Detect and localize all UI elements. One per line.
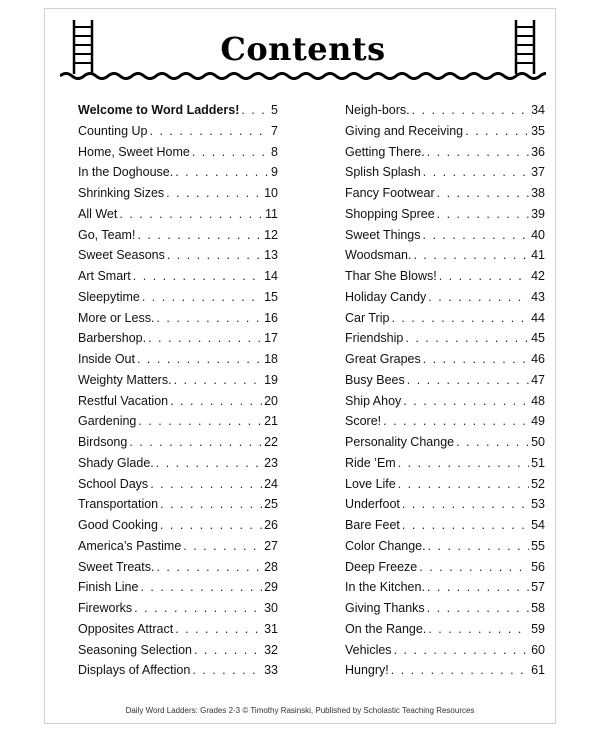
toc-entry-page: 23 (264, 455, 278, 470)
toc-dot-leader (140, 580, 262, 594)
toc-entry-page: 41 (531, 248, 545, 263)
toc-entry-page: 28 (264, 559, 278, 574)
toc-dot-leader (167, 248, 262, 262)
toc-entry (345, 643, 545, 664)
toc-entry (78, 539, 278, 560)
toc-entry-page: 7 (271, 123, 278, 138)
toc-entry-title: Bare Feet (345, 518, 400, 532)
toc-dot-leader (166, 186, 262, 200)
toc-dot-leader (156, 456, 262, 470)
toc-entry-page: 11 (265, 206, 278, 221)
toc-dot-leader (391, 311, 529, 325)
toc-dot-leader (423, 352, 529, 366)
toc-entry (78, 124, 278, 145)
toc-column-right (345, 103, 545, 684)
toc-entry-title: Thar She Blows! (345, 269, 437, 283)
toc-entry-title: Friendship (345, 331, 404, 346)
toc-entry (345, 165, 545, 186)
toc-dot-leader (398, 477, 529, 491)
toc-entry-title: Inside Out (78, 352, 135, 366)
toc-dot-leader (394, 643, 530, 657)
toc-entry (345, 435, 545, 456)
toc-entry-page: 58 (531, 601, 545, 615)
toc-entry-page: 14 (264, 269, 278, 283)
toc-entry-page: 22 (264, 435, 278, 449)
toc-dot-leader (138, 414, 262, 428)
toc-entry-page: 36 (531, 144, 545, 159)
toc-dot-leader (391, 663, 529, 677)
toc-entry (78, 622, 278, 643)
toc-entry-page: 25 (264, 497, 278, 512)
toc-entry (78, 290, 278, 311)
toc-entry-title: Transportation (78, 497, 159, 512)
toc-entry (345, 601, 545, 622)
toc-entry-page: 46 (531, 352, 545, 366)
toc-dot-leader (192, 663, 262, 677)
toc-entry-title: Welcome to Word Ladders! (78, 103, 240, 117)
toc-entry-page: 27 (264, 538, 278, 553)
toc-dot-leader (194, 643, 262, 657)
toc-entry (345, 352, 545, 373)
toc-entry-title: On the Range. (345, 621, 427, 636)
toc-entry-title: Good Cooking (78, 518, 158, 532)
toc-dot-leader (241, 103, 269, 117)
toc-dot-leader (170, 394, 262, 408)
toc-entry (78, 207, 278, 228)
toc-entry (78, 414, 278, 435)
toc-entry-page: 45 (531, 331, 545, 346)
toc-entry (78, 103, 278, 124)
toc-dot-leader (183, 539, 262, 553)
toc-entry (345, 622, 545, 643)
toc-entry-page: 18 (264, 352, 278, 366)
toc-entry (345, 311, 545, 332)
toc-entry (345, 497, 545, 518)
toc-entry-title: In the Doghouse. (78, 165, 174, 180)
toc-dot-leader (150, 124, 270, 138)
toc-dot-leader (419, 560, 529, 574)
toc-dot-leader (160, 518, 262, 532)
toc-entry-page: 26 (264, 518, 278, 532)
footer-credit: Daily Word Ladders: Grades 2-3 © Timothy Rasinski, Published by Scholastic Teaching Resources (125, 706, 475, 715)
toc-entry-title: Displays of Affection (78, 663, 191, 678)
toc-entry-title: Fancy Footwear (345, 186, 435, 200)
toc-entry-page: 29 (264, 580, 278, 595)
toc-entry (345, 331, 545, 352)
toc-entry-title: Woodsman. (345, 248, 412, 263)
toc-dot-leader (160, 497, 262, 511)
toc-entry (78, 145, 278, 166)
page-title: Contents (220, 30, 386, 68)
toc-dot-leader (423, 165, 529, 179)
toc-entry-title: Vehicles (345, 642, 392, 657)
toc-entry (345, 560, 545, 581)
toc-entry-title: Sweet Things (345, 227, 421, 242)
toc-entry (78, 352, 278, 373)
toc-entry-page: 39 (531, 206, 545, 221)
toc-dot-leader (437, 186, 529, 200)
toc-dot-leader (129, 435, 262, 449)
toc-entry-page: 17 (264, 331, 278, 346)
toc-entry-page: 21 (264, 414, 278, 429)
toc-entry (345, 228, 545, 249)
toc-dot-leader (175, 622, 262, 636)
toc-entry-page: 32 (264, 642, 278, 657)
toc-entry-page: 31 (264, 621, 278, 636)
toc-entry (78, 643, 278, 664)
toc-entry (78, 560, 278, 581)
toc-entry-title: Giving and Receiving (345, 123, 464, 138)
toc-entry-title: Splish Splash (345, 165, 421, 180)
toc-entry-page: 57 (531, 580, 545, 595)
ladder-icon (512, 18, 538, 76)
toc-entry-title: Barbershop. (78, 331, 147, 346)
toc-entry-title: Score! (345, 414, 382, 429)
toc-entry-page: 53 (531, 497, 545, 512)
toc-entry (78, 311, 278, 332)
toc-entry-page: 13 (264, 248, 278, 263)
toc-entry-page: 19 (264, 372, 278, 387)
toc-dot-leader (192, 145, 269, 159)
toc-entry (345, 456, 545, 477)
toc-dot-leader (156, 311, 262, 325)
toc-entry-title: Giving Thanks (345, 601, 425, 615)
toc-dot-leader (437, 207, 529, 221)
toc-entry (345, 663, 545, 684)
toc-entry-page: 49 (531, 414, 545, 429)
contents-header (60, 18, 546, 88)
toc-dot-leader (148, 331, 262, 345)
toc-entry-title: Shopping Spree (345, 206, 435, 221)
toc-entry-page: 30 (264, 601, 278, 615)
toc-entry (78, 435, 278, 456)
toc-entry-page: 52 (531, 476, 545, 491)
toc-entry-page: 15 (264, 289, 278, 304)
toc-entry-page: 35 (531, 123, 545, 138)
toc-dot-leader (456, 435, 529, 449)
toc-entry-page: 47 (531, 372, 545, 387)
toc-entry (78, 269, 278, 290)
toc-entry (78, 601, 278, 622)
toc-entry (78, 497, 278, 518)
toc-entry-page: 40 (531, 227, 545, 242)
toc-dot-leader (150, 477, 262, 491)
toc-entry-page: 5 (271, 103, 278, 117)
toc-entry-title: Art Smart (78, 269, 131, 283)
toc-entry-title: Getting There. (345, 144, 425, 159)
toc-dot-leader (427, 145, 529, 159)
toc-entry-page: 38 (531, 186, 545, 200)
toc-dot-leader (403, 394, 529, 408)
toc-entry (78, 394, 278, 415)
toc-entry-title: Shrinking Sizes (78, 186, 165, 200)
toc-entry (78, 186, 278, 207)
toc-dot-leader (137, 352, 262, 366)
toc-entry (345, 186, 545, 207)
toc-dot-leader (175, 165, 269, 179)
toc-entry (78, 477, 278, 498)
toc-entry (345, 539, 545, 560)
toc-entry-title: In the Kitchen. (345, 580, 425, 595)
toc-entry-page: 54 (531, 518, 545, 532)
toc-entry-page: 12 (264, 227, 278, 242)
toc-entry-page: 44 (531, 310, 545, 325)
toc-dot-leader (423, 228, 530, 242)
toc-entry (78, 248, 278, 269)
toc-entry (78, 456, 278, 477)
toc-entry (345, 145, 545, 166)
toc-entry-title: Restful Vacation (78, 393, 169, 408)
toc-entry-page: 20 (264, 393, 278, 408)
toc-entry (78, 228, 278, 249)
toc-entry (345, 414, 545, 435)
toc-dot-leader (398, 456, 529, 470)
toc-entry (78, 165, 278, 186)
toc-entry-title: Gardening (78, 414, 137, 429)
toc-entry-title: Deep Freeze (345, 559, 418, 574)
toc-entry-page: 24 (264, 476, 278, 491)
toc-entry-title: More or Less. (78, 310, 155, 325)
toc-entry (345, 290, 545, 311)
toc-entry-title: Counting Up (78, 123, 148, 138)
toc-entry-title: Seasoning Selection (78, 642, 192, 657)
toc-entry-title: America’s Pastime (78, 538, 182, 553)
toc-entry-title: Shady Glade. (78, 455, 154, 470)
toc-dot-leader (142, 290, 262, 304)
toc-entry-page: 34 (531, 103, 545, 117)
toc-dot-leader (407, 373, 529, 387)
toc-entry-title: Weighty Matters. (78, 372, 172, 387)
wave-divider-icon (60, 70, 546, 82)
toc-entry-page: 51 (531, 455, 545, 470)
toc-entry-title: Ride ’Em (345, 455, 396, 470)
toc-entry-page: 61 (531, 663, 545, 678)
toc-dot-leader (383, 414, 529, 428)
toc-entry-page: 16 (264, 310, 278, 325)
toc-dot-leader (134, 601, 262, 615)
toc-entry-title: Fireworks (78, 601, 133, 615)
toc-entry-title: Ship Ahoy (345, 393, 402, 408)
toc-entry-title: Opposites Attract (78, 621, 174, 636)
toc-entry (345, 394, 545, 415)
toc-entry (78, 663, 278, 684)
toc-entry-page: 55 (531, 538, 545, 553)
toc-entry (345, 373, 545, 394)
toc-dot-leader (402, 497, 529, 511)
toc-entry-title: Neigh-bors. (345, 103, 410, 117)
toc-entry-page: 42 (531, 269, 545, 283)
toc-entry-title: Sweet Seasons (78, 248, 165, 263)
toc-entry (345, 124, 545, 145)
toc-entry-page: 33 (264, 663, 278, 678)
toc-dot-leader (156, 560, 262, 574)
toc-entry (78, 331, 278, 352)
toc-entry (345, 103, 545, 124)
toc-entry-title: Personality Change (345, 435, 455, 449)
toc-dot-leader (412, 103, 529, 117)
toc-dot-leader (405, 331, 529, 345)
toc-entry-page: 8 (271, 144, 278, 159)
toc-entry-title: Car Trip (345, 310, 390, 325)
toc-dot-leader (413, 248, 529, 262)
toc-dot-leader (428, 290, 529, 304)
toc-entry (345, 477, 545, 498)
toc-entry-page: 59 (531, 621, 545, 636)
toc-entry-title: Go, Team! (78, 227, 136, 242)
toc-entry (345, 269, 545, 290)
toc-dot-leader (174, 373, 263, 387)
toc-entry (345, 580, 545, 601)
toc-entry-title: Love Life (345, 476, 396, 491)
toc-entry-page: 43 (531, 289, 545, 304)
toc-entry-page: 37 (531, 165, 545, 180)
toc-dot-leader (427, 580, 529, 594)
toc-entry-title: Great Grapes (345, 352, 421, 366)
toc-dot-leader (119, 207, 263, 221)
toc-entry-title: Color Change. (345, 538, 426, 553)
toc-entry (78, 580, 278, 601)
toc-dot-leader (133, 269, 262, 283)
toc-entry (78, 373, 278, 394)
toc-entry-title: School Days (78, 476, 149, 491)
toc-entry-page: 10 (264, 186, 278, 200)
toc-entry-title: Home, Sweet Home (78, 144, 190, 159)
toc-entry (78, 518, 278, 539)
toc-dot-leader (428, 622, 529, 636)
toc-entry (345, 248, 545, 269)
toc-entry-page: 9 (271, 165, 278, 180)
toc-dot-leader (137, 228, 262, 242)
toc-entry-page: 56 (531, 559, 545, 574)
toc-entry-title: Underfoot (345, 497, 400, 512)
toc-entry (345, 207, 545, 228)
toc-entry-title: Holiday Candy (345, 289, 427, 304)
toc-column-left (78, 103, 278, 684)
toc-entry-title: Sweet Treats. (78, 559, 155, 574)
toc-entry (345, 518, 545, 539)
toc-dot-leader (428, 539, 529, 553)
toc-entry-page: 50 (531, 435, 545, 449)
toc-entry-page: 48 (531, 393, 545, 408)
toc-entry-title: Birdsong (78, 435, 128, 449)
toc-dot-leader (402, 518, 529, 532)
toc-entry-title: Finish Line (78, 580, 139, 595)
toc-entry-title: All Wet (78, 206, 118, 221)
toc-entry-title: Busy Bees (345, 372, 405, 387)
toc-entry-page: 60 (531, 642, 545, 657)
toc-dot-leader (439, 269, 529, 283)
toc-entry-title: Sleepytime (78, 289, 140, 304)
toc-dot-leader (465, 124, 529, 138)
toc-entry-title: Hungry! (345, 663, 389, 678)
toc-dot-leader (427, 601, 529, 615)
